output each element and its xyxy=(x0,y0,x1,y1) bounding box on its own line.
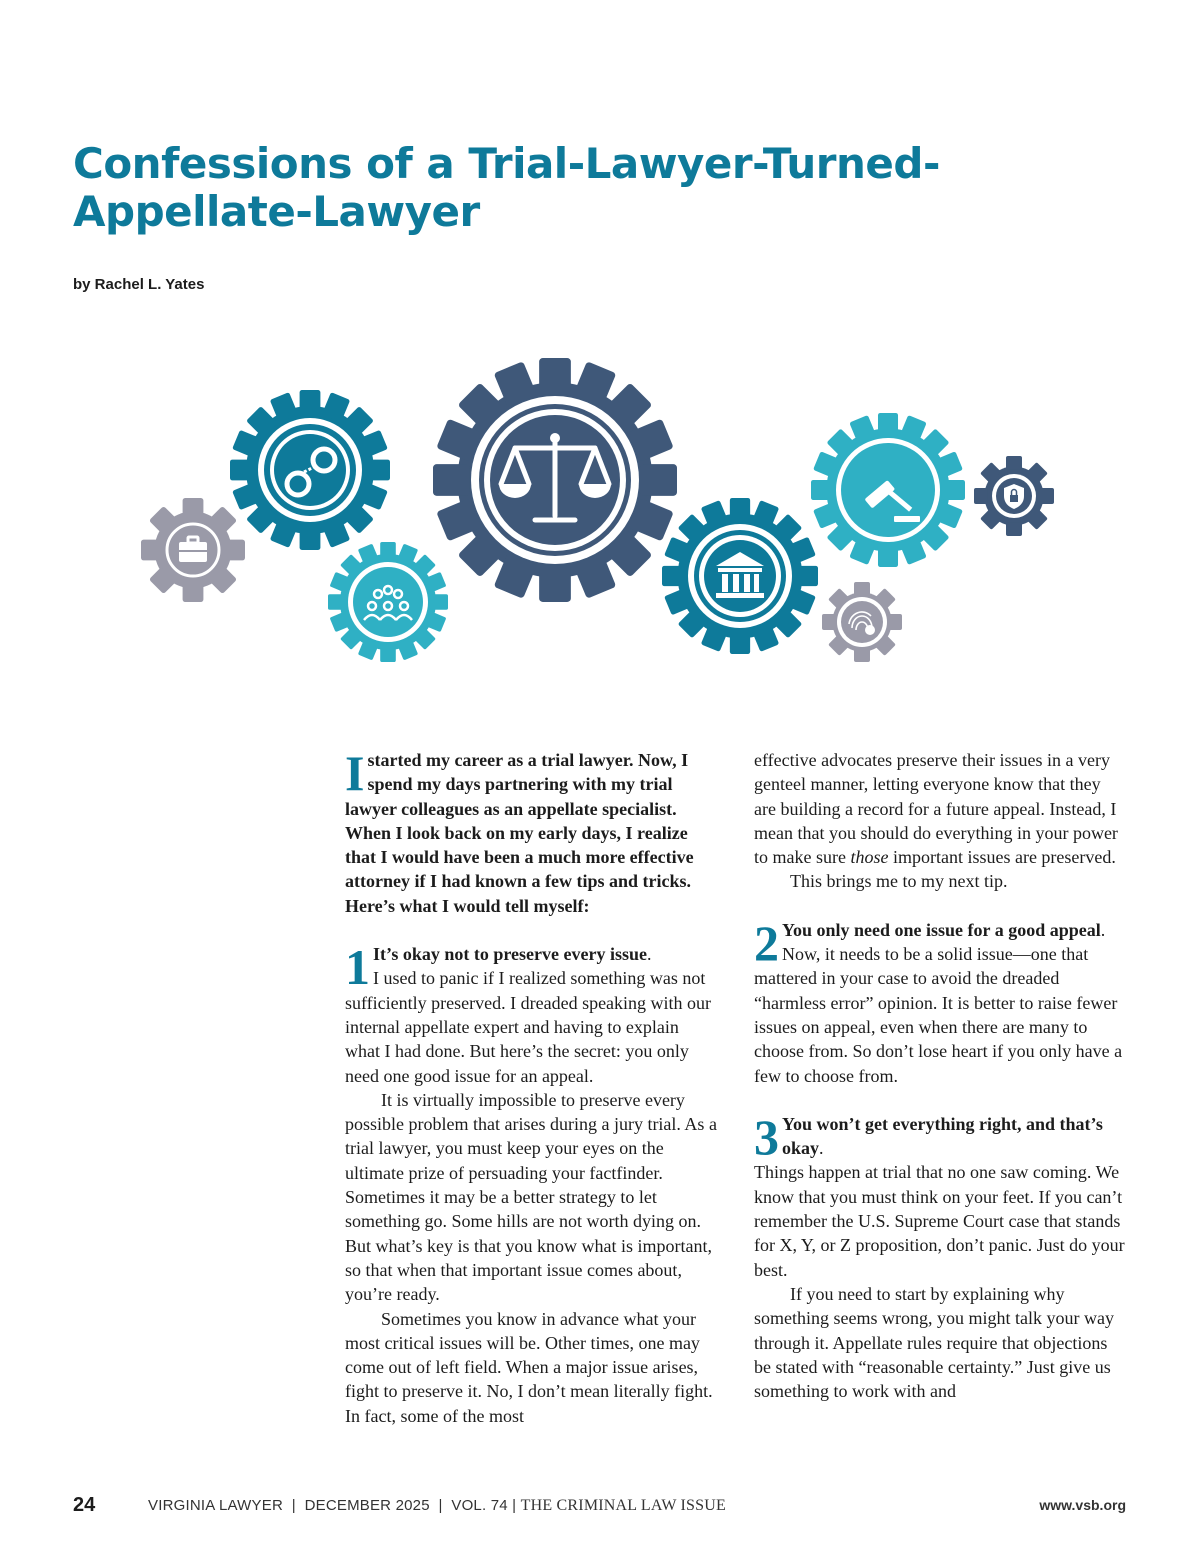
article-column-1 xyxy=(345,745,717,1428)
tip-1-paragraph-3: Sometimes you know in advance what your most critical issues will be. Other times, one may come out of left field. When a major issue arises, fight to preserve it. No, I don’t mean literally fight. In fact, some of the most xyxy=(345,1308,713,1426)
gears-illustration xyxy=(0,340,1200,670)
tip-number-2: 2 xyxy=(754,914,779,971)
tip-number-3: 3 xyxy=(754,1108,779,1165)
tip-1: 1 It’s okay not to preserve every issue. I used to panic if I realized something was not sufficiently preserved. I dreaded speaking with our internal appellate expert and having to explain what I had done. But here’s the secret: you only need one good issue for an appeal. xyxy=(345,939,712,1086)
tip-number-1: 1 xyxy=(345,939,370,996)
tip-3-paragraph-2: If you need to start by explaining why something seems wrong, you might talk your way through it. Appellate rules require that objections be stated with “reasonable certainty.” Just give us something to work with and xyxy=(754,1283,1114,1402)
tip-1-heading: It’s okay not to preserve every issue xyxy=(373,944,647,965)
gavel-icon xyxy=(836,438,940,542)
masthead: VIRGINIA LAWYER | DECEMBER 2025 | VOL. 74 | THE CRIMINAL LAW ISSUE xyxy=(148,1497,726,1514)
title-line-2: Appellate-Lawyer xyxy=(73,187,480,236)
article-column-2 xyxy=(754,748,1126,1403)
handcuffs-icon xyxy=(258,418,362,522)
drop-cap: I xyxy=(345,745,365,801)
tip-3-heading: You won’t get everything right, and that’s okay xyxy=(782,1113,1103,1159)
tip-1-paragraph-2: It is virtually impossible to preserve every possible problem that arises during a jury trial. As a trial lawyer, you must keep your eyes on the ultimate prize of persuading your factfinder. Sometimes it may be a better strategy to let something go. Some hills are not worth dying on. But what’s key is that you know what is important, so that when that important issue comes about, you’re ready. xyxy=(345,1089,717,1305)
title-line-1: Confessions of a Trial-Lawyer-Turned- xyxy=(73,139,940,188)
scales-of-justice-icon xyxy=(471,396,639,564)
tip-3: 3 You won’t get everything right, and that’s okay. Things happen at trial that no one saw coming. We know that you must think on your feet. If you can’t remember the U.S. Supreme Court case that stands for X, Y, or Z proposition, don’t panic. Just do your best. xyxy=(754,1108,1125,1280)
byline: by Rachel L. Yates xyxy=(73,276,205,293)
people-group-icon xyxy=(348,562,428,642)
briefcase-icon xyxy=(167,524,219,576)
column-2-continued: effective advocates preserve their issues in a very genteel manner, letting everyone know that they are building a record for a future appeal. Instead, I mean that you should do everything in your power to make sure those important issues are preserved. xyxy=(754,750,1118,868)
article-title xyxy=(73,140,1073,236)
tip-2-heading: You only need one issue for a good appeal xyxy=(782,919,1101,940)
website-url: www.vsb.org xyxy=(1039,1497,1126,1513)
next-tip-line: This brings me to my next tip. xyxy=(790,871,1008,892)
courthouse-icon xyxy=(688,524,792,628)
fingerprint-icon xyxy=(837,597,887,647)
tip-2: 2 You only need one issue for a good appeal. Now, it needs to be a solid issue—one that mattered in your case to avoid the dreaded “harmless error” opinion. It is better to raise fewer issues on appeal, even when there are many to choose from. So don’t lose heart if you only have a few to choose from. xyxy=(754,914,1123,1086)
shield-lock-icon xyxy=(992,474,1036,518)
page-number: 24 xyxy=(73,1494,96,1516)
intro-paragraph: Istarted my career as a trial lawyer. Now, I spend my days partnering with my trial lawyer colleagues as an appellate specialist. When I look back on my early days, I realize that I would have been a much more effective attorney if I had known a few tips and tricks. Here’s what I would tell myself: xyxy=(345,745,694,916)
